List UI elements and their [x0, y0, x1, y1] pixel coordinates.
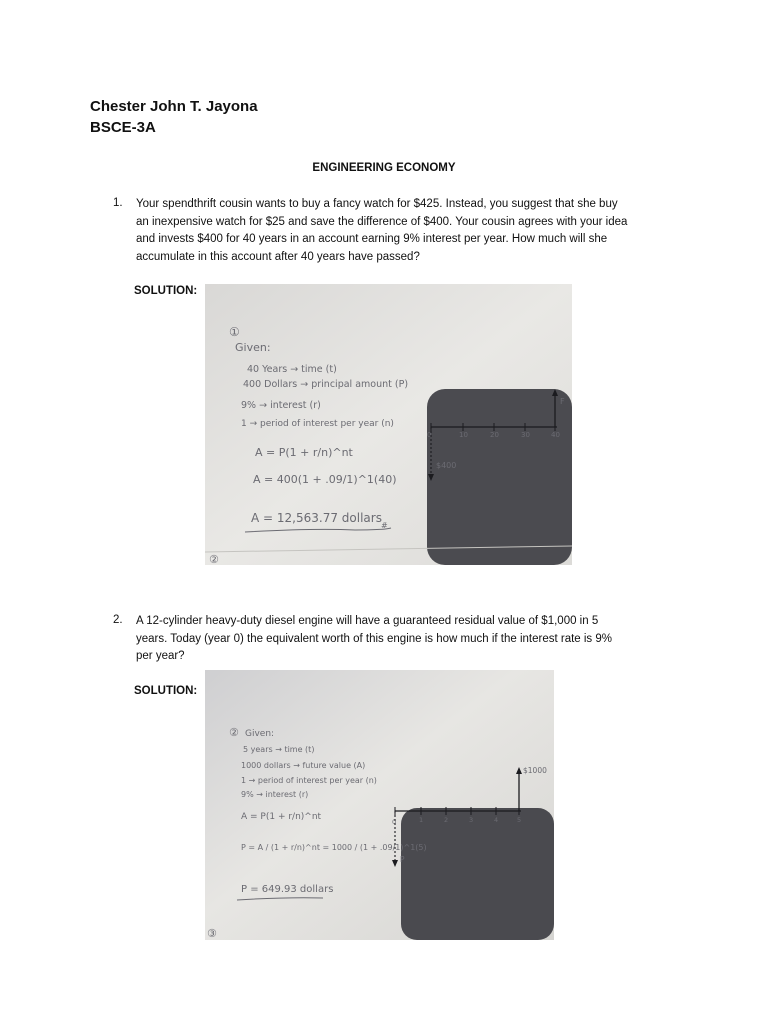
problem-1-line: and invests $400 for 40 years in an account earning 9% interest per year. How much will she — [136, 233, 608, 245]
photo-2-answer: P = 649.93 dollars — [241, 884, 334, 895]
timeline-tick: 2 — [444, 816, 449, 824]
timeline-tick: 40 — [551, 431, 560, 439]
photo-1-line: 9% → interest (r) — [241, 400, 321, 411]
photo-2-formula-2: P = A / (1 + r/n)^nt = 1000 / (1 + .09/1)^1(5) — [241, 843, 427, 852]
timeline-tick: 3 — [469, 816, 474, 824]
timeline-tick: 10 — [459, 431, 468, 439]
photo-1-line: 400 Dollars → principal amount (P) — [243, 379, 409, 390]
photo-1-formula-1: A = P(1 + r/n)^nt — [255, 446, 353, 459]
problem-2-number: 2. — [113, 614, 123, 626]
photo-2-given: Given: — [245, 729, 275, 739]
photo-1-item-no: ① — [229, 325, 240, 339]
photo-1-line: 1 → period of interest per year (n) — [241, 419, 394, 429]
problem-2-line: years. Today (year 0) the equivalent worth of this engine is how much if the interest rate is 9% — [136, 632, 613, 645]
timeline-tick: 4 — [494, 816, 499, 824]
photo-1-answer: A = 12,563.77 dollars — [251, 511, 382, 525]
problem-1-text — [136, 196, 696, 266]
problem-2-solution-label: SOLUTION: — [134, 685, 198, 697]
timeline-tick: 1 — [419, 816, 424, 824]
author-name: Chester John T. Jayona — [90, 98, 258, 115]
problem-1-line: accumulate in this account after 40 years have passed? — [136, 250, 420, 263]
shadow-region — [427, 389, 572, 565]
svg-text:#: # — [381, 521, 388, 530]
page-marker: ② — [209, 553, 219, 565]
arrow-up-label: $1000 — [523, 766, 547, 775]
shadow-region — [401, 808, 554, 940]
photo-2-line: 1 → period of interest per year (n) — [241, 776, 377, 785]
solution-photo-1 — [205, 284, 572, 565]
problem-1-line: Your spendthrift cousin wants to buy a fancy watch for $425. Instead, you suggest that she buy — [136, 198, 618, 210]
problem-1-line: an inexpensive watch for $25 and save the difference of $400. Your cousin agrees with your idea — [136, 215, 628, 228]
solution-photo-2 — [205, 670, 554, 940]
arrow-down-label: $400 — [436, 461, 457, 470]
photo-2-item-no: ② — [229, 726, 239, 739]
timeline-tick: 30 — [521, 431, 530, 439]
photo-2-line: 5 years → time (t) — [243, 745, 315, 754]
timeline-tick: 0 — [427, 431, 432, 439]
timeline-tick: 20 — [490, 431, 499, 439]
page-marker: ③ — [207, 927, 217, 940]
problem-1-solution-label: SOLUTION: — [134, 285, 198, 297]
problem-2-line: A 12-cylinder heavy-duty diesel engine will have a guaranteed residual value of $1,000 in 5 — [136, 615, 599, 627]
problem-2-text — [136, 613, 696, 666]
timeline-tick: 0 — [392, 818, 397, 826]
problem-2-line: per year? — [136, 650, 185, 662]
author-block — [90, 96, 258, 138]
photo-2-line: 9% → interest (r) — [241, 790, 309, 799]
photo-1-given: Given: — [235, 341, 271, 354]
author-section: BSCE-3A — [90, 119, 156, 136]
photo-1-formula-2: A = 400(1 + .09/1)^1(40) — [253, 473, 397, 486]
photo-1-line: 40 Years → time (t) — [247, 364, 337, 375]
problem-1-number: 1. — [113, 197, 123, 209]
arrow-down-label: P — [400, 855, 405, 864]
photo-2-formula-1: A = P(1 + r/n)^nt — [241, 812, 322, 822]
document-title: ENGINEERING ECONOMY — [312, 162, 456, 174]
timeline-tick: 5 — [517, 816, 522, 824]
photo-2-line: 1000 dollars → future value (A) — [241, 761, 366, 770]
arrow-up-label: F — [560, 397, 565, 406]
